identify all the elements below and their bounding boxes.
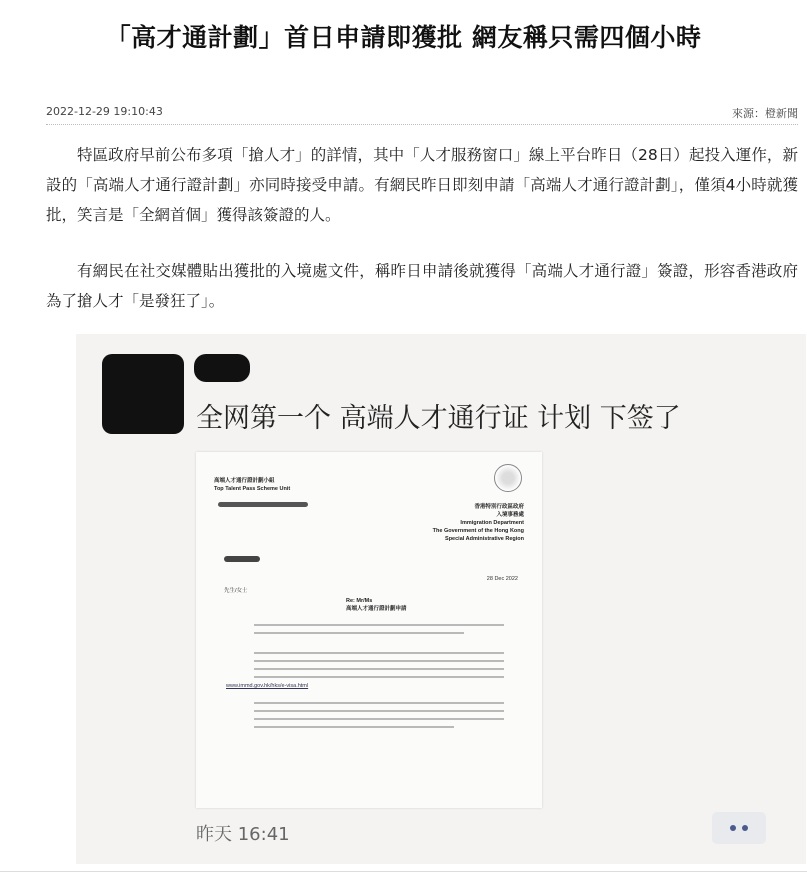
letter-text-line [254,676,504,678]
letter-greeting: 先生/女士 [224,588,248,594]
letter-text-line [254,652,504,654]
paragraph-1: 特區政府早前公布多項「搶人才」的詳情，其中「人才服務窗口」線上平台昨日（28日）起投入運作，新設的「高端人才通行證計劃」亦同時接受申請。有網民昨日即刻申請「高端人才通行證計劃」，僅須4小時就獲批，笑言是「全網首個」獲得該簽證的人。 [46,146,798,224]
post-time: 昨天 16:41 [196,824,290,845]
redacted-avatar [102,354,184,434]
letter-dept-cn2: 入境事務處 [496,512,524,518]
meta-divider [46,124,798,125]
letter-text-line [254,632,464,634]
dot-icon [742,825,748,831]
letter-re: Re: Mr/Ms [346,598,373,604]
letter-text-line [254,660,504,662]
approval-letter [196,452,542,808]
letter-unit-en: Top Talent Pass Scheme Unit [214,486,291,492]
letter-unit-cn: 高端人才通行證計劃小組 [214,478,275,484]
letter-date: 28 Dec 2022 [486,576,518,582]
redacted-recipient [224,556,260,562]
letter-dept-en2: The Government of the Hong Kong [432,528,524,534]
more-options-button [712,812,766,844]
article-title: 「高才通計劃」首日申請即獲批 網友稱只需四個小時 [105,23,702,52]
letter-dept-en3: Special Administrative Region [445,536,524,542]
letter-text-line [254,624,504,626]
letter-link: www.immd.gov.hk/hks/e-visa.html [226,683,309,689]
letter-dept-cn1: 香港特別行政區政府 [474,504,524,510]
letter-dept-en1: Immigration Department [460,520,524,526]
letter-text-line [254,668,504,670]
redacted-name [194,354,250,382]
redacted-address [218,502,308,507]
post-caption: 全网第一个 高端人才通行证 计划 下签了 [196,403,681,434]
letter-subject: 高端人才通行證計劃申請 [346,606,407,612]
letter-text-line [254,718,504,720]
hk-emblem-icon [494,464,522,492]
article-meta [46,105,798,121]
paragraph-2: 有網民在社交媒體貼出獲批的入境處文件，稱昨日申請後就獲得「高端人才通行證」簽證，形容香港政府為了搶人才「是發狂了」。 [46,262,798,310]
letter-text-line [254,702,504,704]
publish-date: 2022-12-29 19:10:43 [46,105,163,118]
dot-icon [730,825,736,831]
bottom-divider [0,871,807,872]
article-image [76,334,806,864]
letter-text-line [254,710,504,712]
article-source: 來源：橙新聞 [732,107,798,120]
letter-text-line [254,726,454,728]
